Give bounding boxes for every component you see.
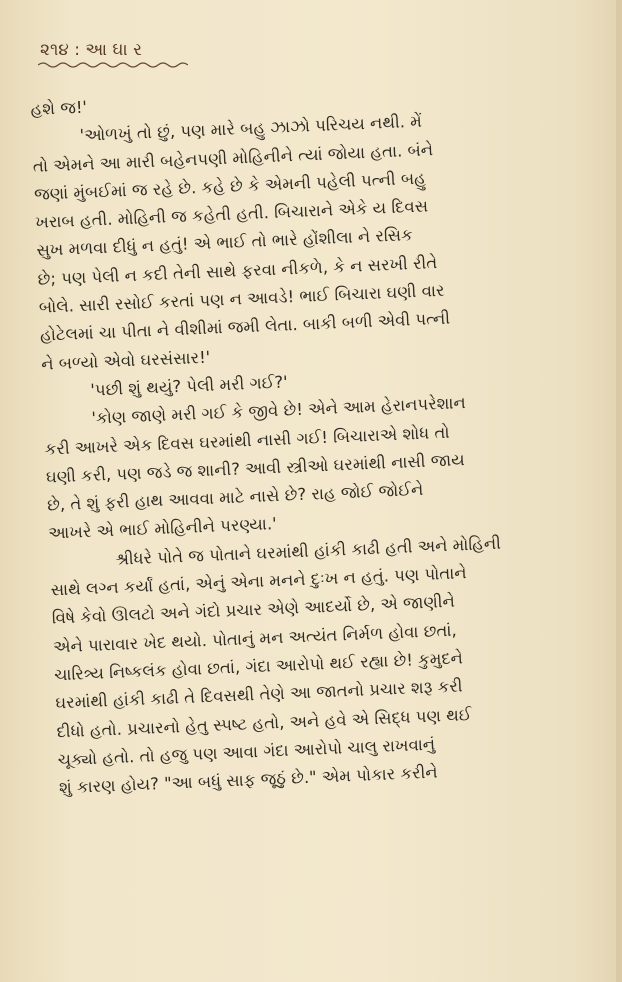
text-line: 'પછી શું થયું? પેલી મરી ગઈ?' xyxy=(89,372,289,400)
text-line: સુખ મળવા દીધું ન હતું! એ ભાઈ તો ભારે હોંશીલા ને રસિક xyxy=(36,225,414,261)
text-line: ઘરમાંથી હાંકી કાઢી તે દિવસથી તેણે આ જાતનો પ્રચાર શરૂ કરી xyxy=(55,676,463,713)
text-line: 'ઓળખું તો છું, પણ મારે બહુ ઝાઝો પરિચય નથી. મેં xyxy=(79,111,423,146)
text-line: વિષે કેવો ઊલટો અને ગંદો પ્રચાર એણે આદર્યો છે, એ જાણીને xyxy=(51,592,456,628)
text-line: જણાં મુંબઈમાં જ રહે છે. કહે છે કે એમની પહેલી પત્ની બહુ xyxy=(33,168,427,204)
text-line: છે, તે શું ફરી હાથ આવવા માટે નાસે છે? રાહ જોઈ જોઈને xyxy=(46,480,424,515)
text-line: છે; પણ પેલી ન કદી તેની સાથે ફરવા નીકળે, કે ન સરખી રીતે xyxy=(37,252,438,289)
text-line: દીધો હતો. પ્રચારનો હેતુ સ્પષ્ટ હતો, અને હવે એ સિદ્ધ પણ થઈ xyxy=(56,704,472,741)
text-line: આખરે એ ભાઈ મોહિનીને પરણ્યા.' xyxy=(47,514,278,544)
body-text xyxy=(30,73,614,803)
text-line: ને બળ્યો એવો ઘરસંસાર!' xyxy=(40,347,211,374)
text-line: ચારિત્ર્ય નિષ્કલંક હોવા છતાં, ગંદા આરોપો થઈ રહ્યા છે! કુમુદને xyxy=(53,648,464,685)
header-ornament xyxy=(38,60,188,70)
page-header: ૨૧૪ : આ ઘા ર xyxy=(40,40,142,60)
text-line: શ્રીધરે પોતે જ પોતાને ઘરમાંથી હાંકી કાઢી હતી અને મોહિની xyxy=(115,533,502,569)
text-line: બોલે. સારી રસોઈ કરતાં પણ ન આવડે! ભાઈ બિચારા ઘણી વાર xyxy=(38,280,445,317)
text-line: તો એમને આ મારી બહેનપણી મોહિનીને ત્યાં જોયા હતા. બંને xyxy=(32,139,434,176)
text-line: ચૂક્યો હતો. તો હજુ પણ આવા ગંદા આરોપો ચાલુ રાખવાનું xyxy=(57,734,436,770)
text-line: સાથે લગ્ન કર્યાં હતાં, એનું એના મનને દુઃખ ન હતું. પણ પોતાને xyxy=(50,563,467,600)
page-edge xyxy=(616,0,622,982)
text-line: શું કારણ હોય? "આ બધું સાફ જૂઠું છે." એમ પોકાર કરીને xyxy=(58,762,439,798)
text-line: ખરાબ હતી. મોહિની જ કહેતી હતી. બિચારાને એકે ય દિવસ xyxy=(34,196,429,233)
text-line: 'કોણ જાણે મરી ગઈ કે જીવે છે! એને આમ હેરાનપરેશાન xyxy=(91,393,467,428)
text-line: ઘણી કરી, પણ જડે જ શાની? આવી સ્ત્રીઓ ઘરમાંથી નાસી જાય xyxy=(45,449,466,487)
text-line: હશે જ!' xyxy=(30,97,88,119)
text-line: એને પારાવાર ખેદ થયો. પોતાનું મન અત્યંત નિર્મળ હોવા છતાં, xyxy=(52,620,458,657)
text-line: કરી આખરે એક દિવસ ઘરમાંથી નાસી ગઈ! બિચારાએ શોધ તો xyxy=(44,422,450,459)
text-line: હોટેલમાં ચા પીતા ને વીશીમાં જમી લેતા. બાકી બળી એવી પત્ની xyxy=(39,308,451,346)
